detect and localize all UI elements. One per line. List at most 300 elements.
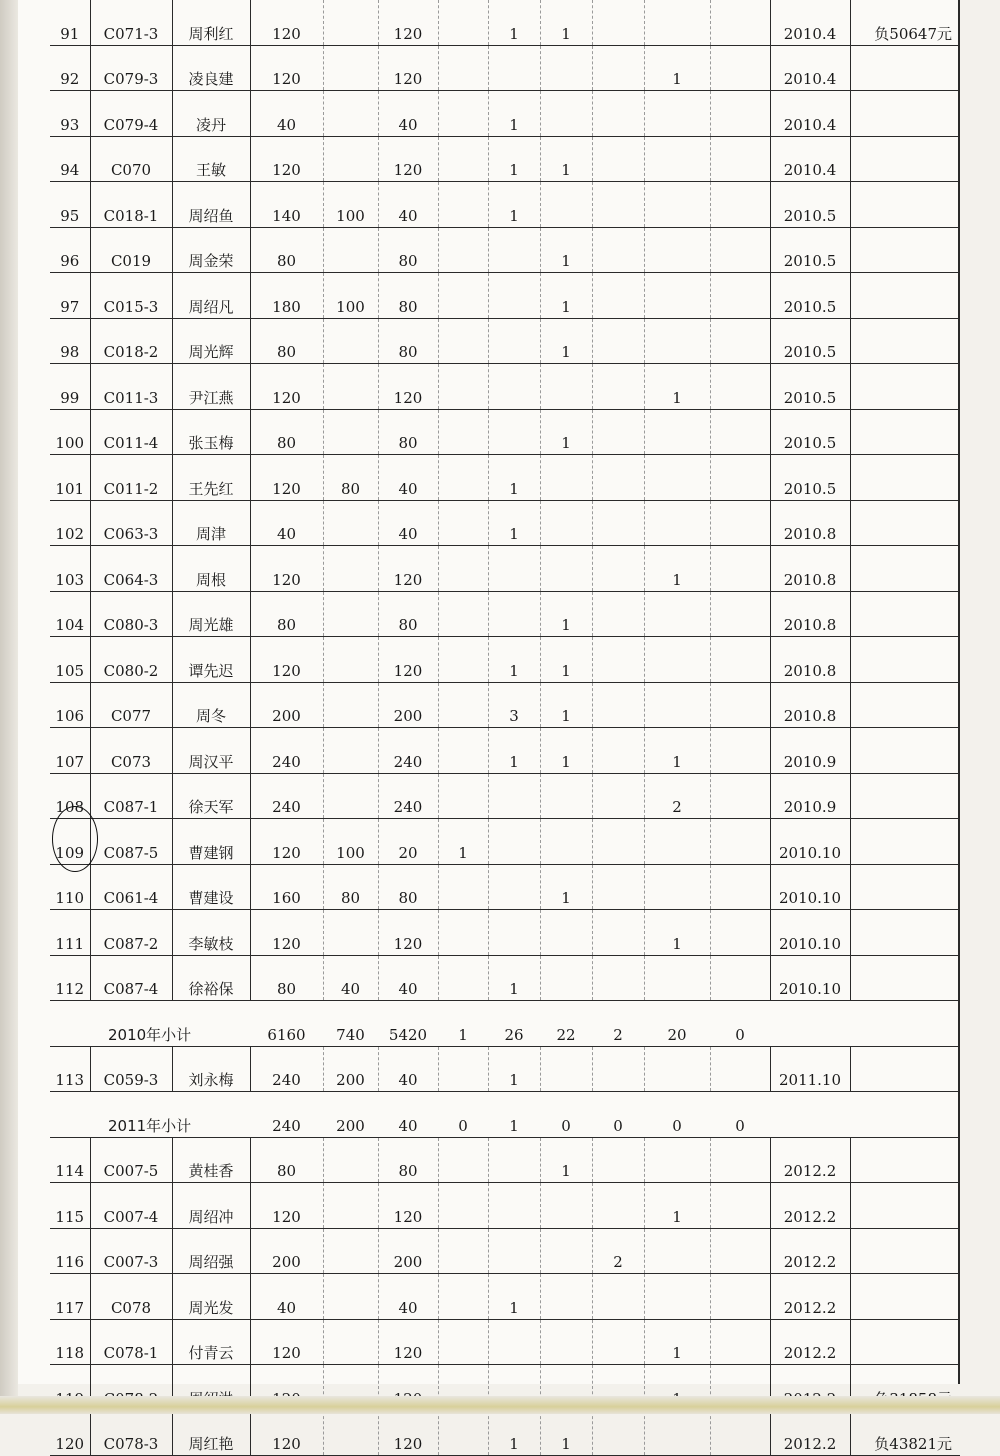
row-number: 93	[50, 91, 90, 137]
note	[850, 227, 960, 273]
date: 2010.4	[770, 136, 850, 182]
person-name: 周红艳	[172, 1410, 250, 1456]
col-a	[323, 1228, 378, 1274]
count-c4	[592, 91, 644, 137]
table-row	[50, 45, 960, 91]
col-a	[323, 910, 378, 956]
date: 2010.5	[770, 364, 850, 410]
count-c6	[710, 227, 770, 273]
date: 2010.8	[770, 591, 850, 637]
subtotal-row	[50, 1001, 960, 1047]
count-c1	[438, 455, 488, 501]
count-c4	[592, 136, 644, 182]
plot-code: C007-4	[90, 1183, 172, 1229]
count-c3: 1	[540, 136, 592, 182]
count-c5	[644, 91, 710, 137]
plot-code: C015-3	[90, 273, 172, 319]
count-c2	[488, 364, 540, 410]
col-b: 40	[378, 1274, 438, 1320]
row-number: 117	[50, 1274, 90, 1320]
col-a	[323, 500, 378, 546]
count-c4	[592, 1410, 644, 1456]
col-a	[323, 227, 378, 273]
person-name: 周绍鱼	[172, 182, 250, 228]
note	[850, 1228, 960, 1274]
count-c4	[592, 637, 644, 683]
col-b: 120	[378, 0, 438, 45]
plot-code: C078-3	[90, 1410, 172, 1456]
table-row	[50, 1410, 960, 1456]
count-c6	[710, 819, 770, 865]
note	[850, 1183, 960, 1229]
count-c3: 1	[540, 1410, 592, 1456]
col-b: 120	[378, 637, 438, 683]
date: 2010.5	[770, 227, 850, 273]
person-name: 李敏枝	[172, 910, 250, 956]
count-c5: 1	[644, 546, 710, 592]
count-c1	[438, 136, 488, 182]
count-c3	[540, 1046, 592, 1092]
count-c2: 1	[488, 1274, 540, 1320]
table-row	[50, 136, 960, 182]
count-c5: 1	[644, 1183, 710, 1229]
col-b: 120	[378, 1410, 438, 1456]
table-row	[50, 409, 960, 455]
count-c1	[438, 1137, 488, 1183]
total-area: 80	[250, 409, 323, 455]
total-area: 160	[250, 864, 323, 910]
date: 2010.8	[770, 500, 850, 546]
col-a	[323, 1410, 378, 1456]
count-c5: 1	[644, 910, 710, 956]
person-name: 周光雄	[172, 591, 250, 637]
col-a	[323, 546, 378, 592]
row-number: 101	[50, 455, 90, 501]
total-area: 80	[250, 318, 323, 364]
person-name: 周金荣	[172, 227, 250, 273]
col-b: 40	[378, 500, 438, 546]
plot-code: C087-2	[90, 910, 172, 956]
total-area: 120	[250, 0, 323, 45]
count-c2	[488, 546, 540, 592]
row-number: 110	[50, 864, 90, 910]
count-c5	[644, 637, 710, 683]
note	[850, 864, 960, 910]
row-number: 108	[50, 773, 90, 819]
plot-code: C071-3	[90, 0, 172, 45]
count-c6	[710, 1319, 770, 1365]
col-a	[323, 682, 378, 728]
count-c4	[592, 1319, 644, 1365]
plot-code: C078	[90, 1274, 172, 1320]
count-c1	[438, 318, 488, 364]
table-row	[50, 819, 960, 865]
plot-code: C018-1	[90, 182, 172, 228]
count-c2	[488, 819, 540, 865]
person-name: 周汉平	[172, 728, 250, 774]
row-number: 98	[50, 318, 90, 364]
col-b: 120	[378, 546, 438, 592]
total-area: 40	[250, 500, 323, 546]
row-number: 102	[50, 500, 90, 546]
date: 2012.2	[770, 1183, 850, 1229]
count-c2: 1	[488, 182, 540, 228]
col-a	[323, 591, 378, 637]
table-row	[50, 182, 960, 228]
row-number: 97	[50, 273, 90, 319]
count-c5	[644, 819, 710, 865]
person-name: 徐裕保	[172, 955, 250, 1001]
date: 2010.9	[770, 773, 850, 819]
count-c4: 2	[592, 1228, 644, 1274]
count-c1	[438, 546, 488, 592]
count-c3: 1	[540, 864, 592, 910]
date: 2010.5	[770, 455, 850, 501]
count-c2: 1	[488, 1410, 540, 1456]
person-name: 周冬	[172, 682, 250, 728]
col-b: 20	[378, 819, 438, 865]
count-c3	[540, 364, 592, 410]
count-c6	[710, 364, 770, 410]
count-c6	[710, 455, 770, 501]
count-c3	[540, 773, 592, 819]
count-c3	[540, 500, 592, 546]
total-area: 80	[250, 591, 323, 637]
note	[850, 1274, 960, 1320]
count-c2	[488, 409, 540, 455]
count-c3	[540, 1274, 592, 1320]
count-c4	[592, 682, 644, 728]
count-c3	[540, 45, 592, 91]
count-c6	[710, 637, 770, 683]
col-a: 100	[323, 819, 378, 865]
person-name: 张玉梅	[172, 409, 250, 455]
count-c5: 1	[644, 1319, 710, 1365]
count-c4	[592, 1046, 644, 1092]
plot-code: C018-2	[90, 318, 172, 364]
count-c2: 1	[488, 0, 540, 45]
row-number: 114	[50, 1137, 90, 1183]
count-c2	[488, 1137, 540, 1183]
person-name: 凌良建	[172, 45, 250, 91]
note	[850, 455, 960, 501]
plot-code: C078-1	[90, 1319, 172, 1365]
note	[850, 682, 960, 728]
total-area: 80	[250, 1137, 323, 1183]
plot-code: C087-4	[90, 955, 172, 1001]
count-c5	[644, 318, 710, 364]
date: 2010.5	[770, 409, 850, 455]
count-c1	[438, 1046, 488, 1092]
count-c4	[592, 318, 644, 364]
table-row	[50, 1183, 960, 1229]
col-a: 200	[323, 1046, 378, 1092]
count-c2	[488, 591, 540, 637]
date: 2010.10	[770, 910, 850, 956]
date: 2010.10	[770, 955, 850, 1001]
row-number: 92	[50, 45, 90, 91]
subtotal-col-b: 40	[378, 1092, 438, 1138]
count-c3	[540, 182, 592, 228]
row-number: 95	[50, 182, 90, 228]
count-c1	[438, 728, 488, 774]
table-row	[50, 0, 960, 45]
col-b: 80	[378, 409, 438, 455]
count-c6	[710, 728, 770, 774]
person-name: 周绍凡	[172, 273, 250, 319]
count-c6	[710, 1410, 770, 1456]
note	[850, 273, 960, 319]
date: 2010.10	[770, 819, 850, 865]
count-c3: 1	[540, 227, 592, 273]
count-c4	[592, 728, 644, 774]
count-c6	[710, 409, 770, 455]
count-c2	[488, 227, 540, 273]
person-name: 周绍强	[172, 1228, 250, 1274]
date: 2012.2	[770, 1410, 850, 1456]
total-area: 40	[250, 1274, 323, 1320]
count-c1: 1	[438, 819, 488, 865]
subtotal-c1: 0	[438, 1092, 488, 1138]
plot-code: C059-3	[90, 1046, 172, 1092]
row-number: 118	[50, 1319, 90, 1365]
note	[850, 728, 960, 774]
person-name: 曹建钢	[172, 819, 250, 865]
table-row	[50, 1046, 960, 1092]
count-c5: 2	[644, 773, 710, 819]
total-area: 80	[250, 955, 323, 1001]
total-area: 120	[250, 1410, 323, 1456]
table-row	[50, 91, 960, 137]
count-c6	[710, 773, 770, 819]
count-c3: 1	[540, 682, 592, 728]
subtotal-col-a: 740	[323, 1001, 378, 1047]
count-c2: 1	[488, 637, 540, 683]
note	[850, 773, 960, 819]
plot-code: C079-4	[90, 91, 172, 137]
count-c3: 1	[540, 728, 592, 774]
person-name: 王先红	[172, 455, 250, 501]
date: 2010.5	[770, 182, 850, 228]
col-a	[323, 45, 378, 91]
count-c1	[438, 1319, 488, 1365]
total-area: 120	[250, 1319, 323, 1365]
count-c5	[644, 955, 710, 1001]
row-number: 113	[50, 1046, 90, 1092]
col-b: 120	[378, 1183, 438, 1229]
total-area: 120	[250, 136, 323, 182]
count-c5	[644, 182, 710, 228]
total-area: 180	[250, 273, 323, 319]
count-c3: 1	[540, 591, 592, 637]
table-row	[50, 910, 960, 956]
count-c4	[592, 546, 644, 592]
count-c6	[710, 318, 770, 364]
col-a	[323, 1319, 378, 1365]
col-a	[323, 1183, 378, 1229]
plot-code: C070	[90, 136, 172, 182]
count-c1	[438, 864, 488, 910]
subtotal-empty	[770, 1092, 850, 1138]
date: 2011.10	[770, 1046, 850, 1092]
person-name: 周津	[172, 500, 250, 546]
table-row	[50, 227, 960, 273]
col-a	[323, 637, 378, 683]
plot-code: C011-3	[90, 364, 172, 410]
table-row	[50, 955, 960, 1001]
ledger-table	[50, 0, 960, 1456]
subtotal-c5: 20	[644, 1001, 710, 1047]
plot-code: C063-3	[90, 500, 172, 546]
plot-code: C079-3	[90, 45, 172, 91]
count-c5: 1	[644, 364, 710, 410]
subtotal-c4: 2	[592, 1001, 644, 1047]
count-c2: 3	[488, 682, 540, 728]
subtotal-empty	[770, 1001, 850, 1047]
count-c3	[540, 91, 592, 137]
count-c4	[592, 955, 644, 1001]
total-area: 120	[250, 455, 323, 501]
person-name: 刘永梅	[172, 1046, 250, 1092]
count-c2	[488, 910, 540, 956]
person-name: 周光辉	[172, 318, 250, 364]
count-c5: 1	[644, 728, 710, 774]
subtotal-c6: 0	[710, 1092, 770, 1138]
count-c4	[592, 1274, 644, 1320]
plot-code: C077	[90, 682, 172, 728]
ledger-body	[50, 0, 960, 1456]
count-c1	[438, 591, 488, 637]
note: 负43821元	[850, 1410, 960, 1456]
col-b: 80	[378, 273, 438, 319]
date: 2012.2	[770, 1274, 850, 1320]
count-c3: 1	[540, 273, 592, 319]
person-name: 付青云	[172, 1319, 250, 1365]
count-c2: 1	[488, 455, 540, 501]
table-row	[50, 682, 960, 728]
total-area: 240	[250, 773, 323, 819]
col-b: 120	[378, 136, 438, 182]
person-name: 徐天军	[172, 773, 250, 819]
col-a	[323, 91, 378, 137]
count-c6	[710, 546, 770, 592]
count-c4	[592, 45, 644, 91]
count-c2	[488, 773, 540, 819]
count-c1	[438, 409, 488, 455]
count-c4	[592, 409, 644, 455]
person-name: 周光发	[172, 1274, 250, 1320]
note: 负50647元	[850, 0, 960, 45]
person-name: 黄桂香	[172, 1137, 250, 1183]
person-name: 周利红	[172, 0, 250, 45]
date: 2012.2	[770, 1137, 850, 1183]
table-row	[50, 773, 960, 819]
total-area: 120	[250, 910, 323, 956]
count-c6	[710, 1137, 770, 1183]
person-name: 凌丹	[172, 91, 250, 137]
row-number: 103	[50, 546, 90, 592]
plot-code: C080-2	[90, 637, 172, 683]
count-c2	[488, 1319, 540, 1365]
col-a	[323, 136, 378, 182]
col-a	[323, 318, 378, 364]
total-area: 120	[250, 45, 323, 91]
row-number: 111	[50, 910, 90, 956]
table-row	[50, 637, 960, 683]
count-c4	[592, 1137, 644, 1183]
note	[850, 910, 960, 956]
row-number: 107	[50, 728, 90, 774]
count-c3	[540, 1319, 592, 1365]
col-a	[323, 0, 378, 45]
plot-code: C061-4	[90, 864, 172, 910]
subtotal-label: 2010年小计	[50, 1001, 250, 1047]
person-name: 曹建设	[172, 864, 250, 910]
count-c3: 1	[540, 409, 592, 455]
date: 2010.4	[770, 45, 850, 91]
col-a	[323, 409, 378, 455]
row-number: 104	[50, 591, 90, 637]
count-c2: 1	[488, 500, 540, 546]
count-c4	[592, 182, 644, 228]
date: 2010.9	[770, 728, 850, 774]
col-a: 100	[323, 273, 378, 319]
table-row	[50, 455, 960, 501]
note	[850, 819, 960, 865]
subtotal-c2: 1	[488, 1092, 540, 1138]
count-c1	[438, 364, 488, 410]
count-c1	[438, 500, 488, 546]
plot-code: C080-3	[90, 591, 172, 637]
total-area: 200	[250, 1228, 323, 1274]
date: 2010.5	[770, 273, 850, 319]
table-row	[50, 318, 960, 364]
person-name: 尹江燕	[172, 364, 250, 410]
date: 2010.8	[770, 682, 850, 728]
count-c6	[710, 273, 770, 319]
count-c4	[592, 500, 644, 546]
note	[850, 546, 960, 592]
count-c2	[488, 45, 540, 91]
row-number: 96	[50, 227, 90, 273]
date: 2012.2	[770, 1319, 850, 1365]
subtotal-row	[50, 1092, 960, 1138]
table-row	[50, 364, 960, 410]
plot-code: C073	[90, 728, 172, 774]
count-c4	[592, 1183, 644, 1229]
plot-code: C087-5	[90, 819, 172, 865]
col-a	[323, 1137, 378, 1183]
count-c2: 1	[488, 728, 540, 774]
note	[850, 182, 960, 228]
count-c4	[592, 273, 644, 319]
row-number: 91	[50, 0, 90, 45]
row-number: 99	[50, 364, 90, 410]
note	[850, 318, 960, 364]
date: 2010.8	[770, 637, 850, 683]
count-c5	[644, 136, 710, 182]
col-a	[323, 1274, 378, 1320]
row-number: 106	[50, 682, 90, 728]
count-c3: 1	[540, 637, 592, 683]
col-b: 120	[378, 910, 438, 956]
row-number: 112	[50, 955, 90, 1001]
table-row	[50, 1228, 960, 1274]
col-b: 240	[378, 728, 438, 774]
count-c6	[710, 910, 770, 956]
count-c6	[710, 1228, 770, 1274]
date: 2010.8	[770, 546, 850, 592]
